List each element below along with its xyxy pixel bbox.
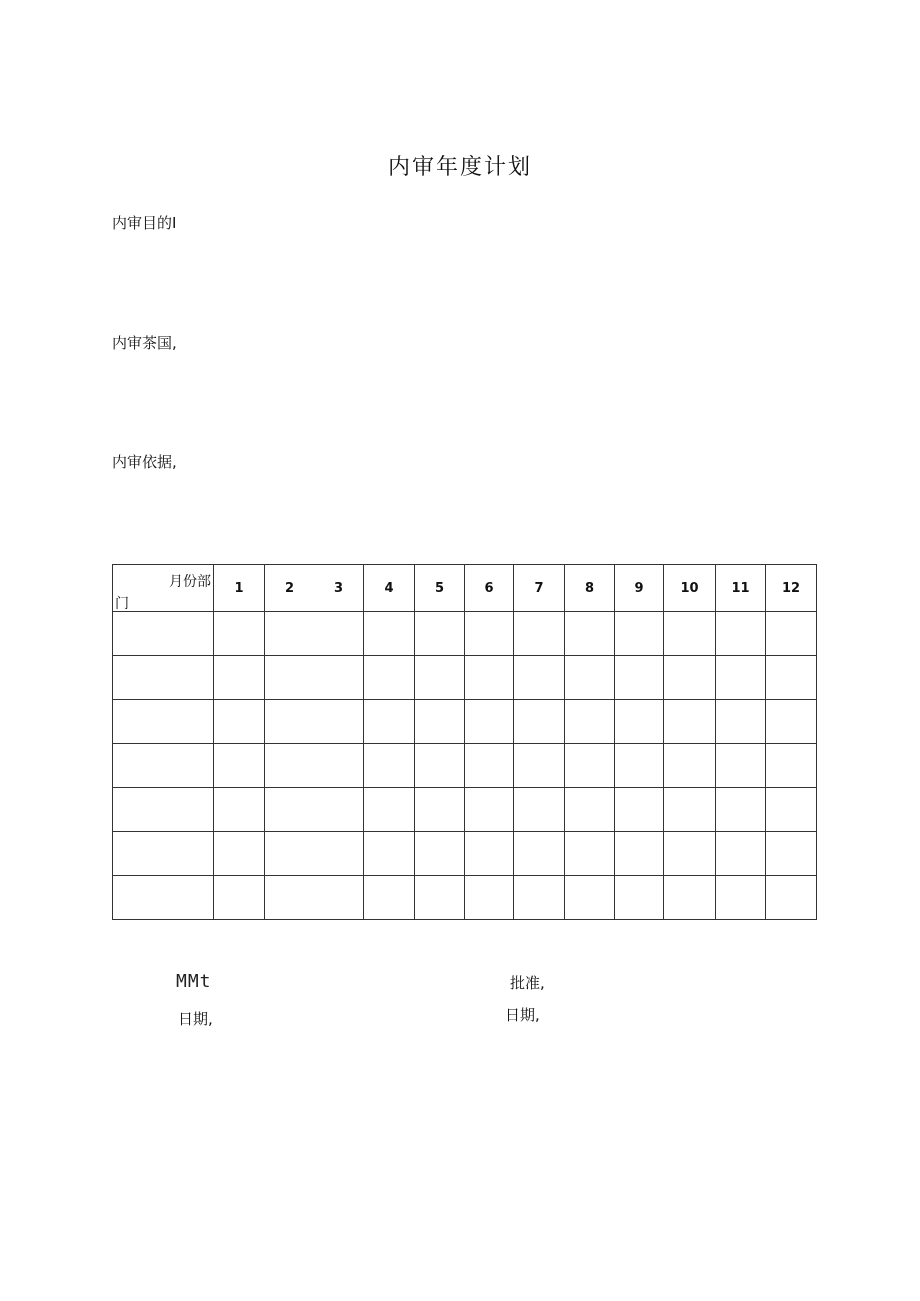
table-cell xyxy=(615,832,664,876)
table-cell xyxy=(113,700,214,744)
audit-plan-table xyxy=(112,564,817,920)
table-cell xyxy=(265,700,364,744)
table-cell xyxy=(716,700,766,744)
audit-purpose-label: 内审目的I xyxy=(112,214,177,232)
month-header: 1 xyxy=(214,565,265,612)
table-cell xyxy=(265,876,364,920)
table-cell xyxy=(364,876,415,920)
approved-by-label: 批准, xyxy=(510,974,545,992)
table-cell xyxy=(664,788,716,832)
table-cell xyxy=(565,612,615,656)
table-cell xyxy=(415,744,465,788)
table-cell xyxy=(615,876,664,920)
table-cell xyxy=(364,700,415,744)
table-cell xyxy=(565,832,615,876)
table-cell xyxy=(716,876,766,920)
month-header: 11 xyxy=(716,565,766,612)
month-header: 7 xyxy=(514,565,565,612)
corner-month-dept-label: 月份部 xyxy=(169,574,211,590)
table-cell xyxy=(113,656,214,700)
table-cell xyxy=(766,744,817,788)
month-header: 8 xyxy=(565,565,615,612)
table-cell xyxy=(766,788,817,832)
table-cell xyxy=(265,612,364,656)
table-cell xyxy=(615,700,664,744)
table-cell xyxy=(565,656,615,700)
table-cell xyxy=(415,832,465,876)
table-row xyxy=(113,876,817,920)
table-cell xyxy=(465,656,514,700)
month-header: 6 xyxy=(465,565,514,612)
month-header: 9 xyxy=(615,565,664,612)
table-cell xyxy=(664,744,716,788)
table-cell xyxy=(364,656,415,700)
table-cell xyxy=(465,744,514,788)
month-header: 5 xyxy=(415,565,465,612)
table-cell xyxy=(214,744,265,788)
table-cell xyxy=(364,744,415,788)
table-cell xyxy=(766,832,817,876)
table-cell xyxy=(214,700,265,744)
table-cell xyxy=(265,788,364,832)
page-title: 内审年度计划 xyxy=(387,155,532,180)
month-header: 10 xyxy=(664,565,716,612)
table-cell xyxy=(565,876,615,920)
table-row xyxy=(113,744,817,788)
table-cell xyxy=(465,876,514,920)
table-cell xyxy=(664,612,716,656)
corner-header-cell xyxy=(113,565,214,612)
table-cell xyxy=(565,744,615,788)
table-cell xyxy=(766,612,817,656)
table-cell xyxy=(465,832,514,876)
approved-date-label: 日期, xyxy=(505,1006,540,1024)
month-header: 12 xyxy=(766,565,817,612)
table-cell xyxy=(664,656,716,700)
table-cell xyxy=(615,788,664,832)
prepared-by-label: MMt xyxy=(176,971,212,992)
table-cell xyxy=(113,744,214,788)
table-cell xyxy=(615,744,664,788)
table-header-row xyxy=(113,565,817,612)
table-cell xyxy=(465,612,514,656)
table-cell xyxy=(364,788,415,832)
month-header: 3 xyxy=(333,580,344,596)
table-cell xyxy=(265,832,364,876)
table-cell xyxy=(113,612,214,656)
table-cell xyxy=(214,876,265,920)
table-cell xyxy=(214,656,265,700)
table-body xyxy=(113,612,817,920)
table-cell xyxy=(265,656,364,700)
month-header-pair xyxy=(265,565,364,612)
table-cell xyxy=(465,700,514,744)
table-row xyxy=(113,612,817,656)
table-cell xyxy=(514,744,565,788)
table-cell xyxy=(565,700,615,744)
table-cell xyxy=(415,656,465,700)
table-cell xyxy=(514,788,565,832)
table-cell xyxy=(415,788,465,832)
corner-dept-label: 门 xyxy=(115,596,129,612)
table-cell xyxy=(766,876,817,920)
table-cell xyxy=(716,788,766,832)
table-cell xyxy=(514,700,565,744)
table-cell xyxy=(364,832,415,876)
table-cell xyxy=(514,832,565,876)
table-cell xyxy=(214,612,265,656)
table-cell xyxy=(615,612,664,656)
table-row xyxy=(113,656,817,700)
table-row xyxy=(113,700,817,744)
table-cell xyxy=(565,788,615,832)
audit-scope-label: 内审茶国, xyxy=(112,334,177,352)
table-cell xyxy=(716,744,766,788)
table-cell xyxy=(113,832,214,876)
table-cell xyxy=(664,832,716,876)
table-cell xyxy=(465,788,514,832)
table-cell xyxy=(113,788,214,832)
table-cell xyxy=(514,876,565,920)
table-row xyxy=(113,788,817,832)
table-cell xyxy=(514,656,565,700)
table-cell xyxy=(664,876,716,920)
table-cell xyxy=(113,876,214,920)
table-cell xyxy=(716,832,766,876)
table-cell xyxy=(766,656,817,700)
table-cell xyxy=(415,612,465,656)
table-cell xyxy=(364,612,415,656)
table-cell xyxy=(415,700,465,744)
table-cell xyxy=(265,744,364,788)
table-cell xyxy=(716,612,766,656)
table-cell xyxy=(716,656,766,700)
table-cell xyxy=(214,788,265,832)
table-cell xyxy=(415,876,465,920)
table-row xyxy=(113,832,817,876)
month-header: 4 xyxy=(364,565,415,612)
audit-basis-label: 内审依据, xyxy=(112,453,177,471)
table-cell xyxy=(615,656,664,700)
table-cell xyxy=(214,832,265,876)
table-cell xyxy=(766,700,817,744)
prepared-date-label: 日期, xyxy=(178,1010,213,1028)
table-cell xyxy=(514,612,565,656)
month-header: 2 xyxy=(284,580,295,596)
table-cell xyxy=(664,700,716,744)
